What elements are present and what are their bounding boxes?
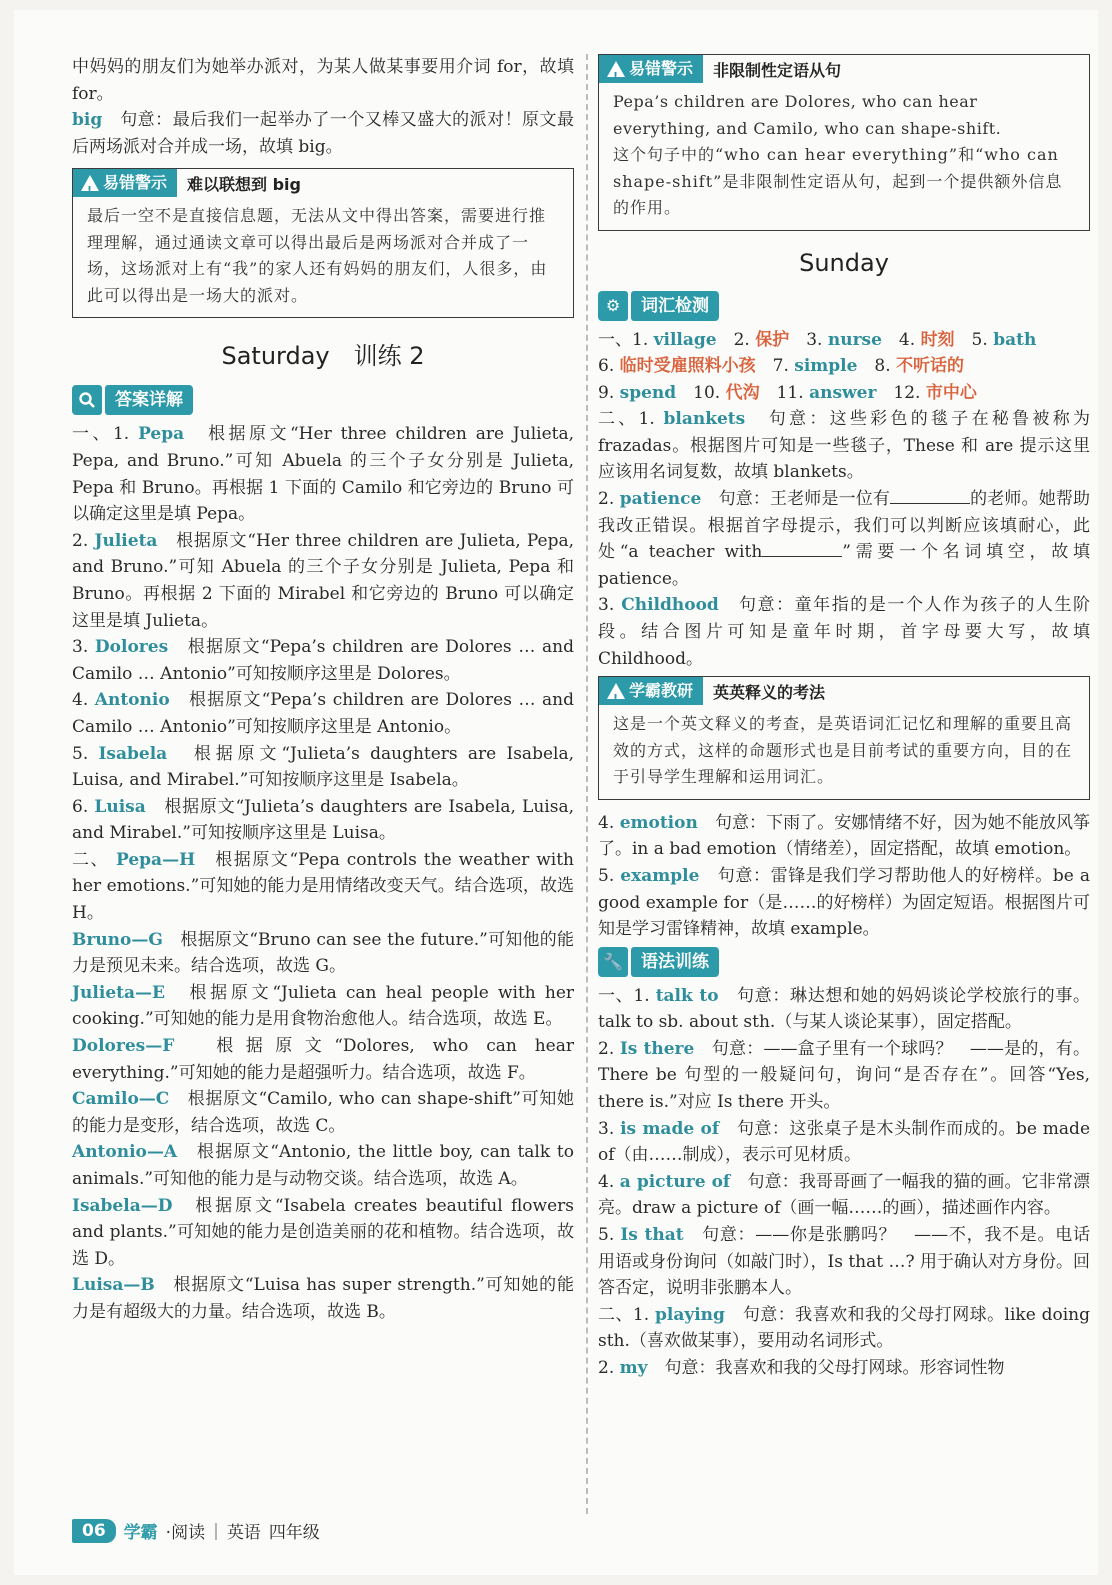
answer: 时刻 (920, 329, 955, 350)
explanation: 句意：我喜欢和我的父母打网球。形容词性物 (664, 1358, 1005, 1378)
right-column (598, 54, 1090, 1382)
answer-item (598, 810, 1090, 863)
item-number: 6. (72, 796, 95, 817)
answer-item (72, 794, 574, 847)
explanation: 句意：这张桌子是木头制作而成的。be made of（由……制成），表示可见材质。 (598, 1118, 1091, 1166)
answer: my (619, 1358, 648, 1378)
answer: Is that (620, 1225, 684, 1246)
explanation: 根据原文“Isabela creates beautiful flowers and plants.”可知她的能力是创造美丽的花和植物。结合选项，故选 D。 (72, 1195, 574, 1269)
item-number: 2. (716, 329, 756, 350)
vocab-pill (598, 291, 719, 321)
item-number: 二、 (72, 849, 117, 870)
brand: 学霸 (123, 1523, 158, 1543)
blank-line (762, 542, 842, 557)
blank-line (890, 489, 970, 504)
item-number: 4. (881, 329, 921, 350)
explanation: 句意：下雨了。安娜情绪不好，因为她不能放风筝了。in a bad emotion（情绪差），固定搭配，故填 emotion。 (598, 812, 1091, 860)
grammar-list (598, 983, 1090, 1382)
answer-item (72, 1033, 574, 1086)
answer-item (72, 1193, 574, 1273)
explanation: 句意：雷锋是我们学习帮助他人的好榜样。be a good example for（是……的好榜样）为固定短语。根据图片可知是学习雷锋精神，故填 example。 (598, 865, 1091, 940)
warning-box-big (72, 168, 574, 318)
gear-icon: ⚙ (598, 291, 628, 321)
item-number: 7. (755, 356, 795, 377)
answer: spend (619, 382, 677, 403)
answer: Antonio—A (72, 1142, 178, 1163)
warning-tag (599, 677, 703, 705)
warning-triangle-icon (81, 175, 99, 191)
vocab-list-2 (598, 406, 1090, 672)
answer-item (598, 863, 1090, 943)
explanation: 根据原文“Julieta can heal people with her cooking.”可知她的能力是用食物治愈他人。结合选项，故选 E。 (72, 982, 575, 1030)
answer: Bruno—G (72, 929, 163, 950)
subject: 英语 (226, 1523, 261, 1543)
answer-item (598, 1169, 1090, 1222)
section-title-saturday: Saturday 训练 2 (221, 342, 425, 371)
series: ·阅读 (165, 1523, 206, 1543)
teaching-box (598, 676, 1090, 800)
answer-item (72, 741, 574, 794)
item-number: 2. (598, 1358, 620, 1378)
answer: Dolores (94, 637, 169, 658)
vocab-line (598, 353, 1090, 380)
warning-title: 难以联想到 big (187, 174, 301, 194)
warning-tag (73, 169, 177, 197)
explanation: 句意：我喜欢和我的父母打网球。like doing sth.（喜欢做某事），要用动名词形式。 (598, 1304, 1091, 1352)
answer-item (72, 687, 574, 740)
answer: blankets (663, 409, 746, 430)
explanation: 根据原文“Pepa’s children are Dolores … and Camilo … Antonio”可知按顺序这里是 Antonio。 (72, 690, 574, 737)
answer: big (72, 110, 103, 131)
explanation: ”需要一个名词填空，故填 patience。 (598, 542, 1090, 589)
vocab-list-3 (598, 810, 1090, 943)
pill-label: 答案详解 (105, 385, 193, 415)
answer-item (72, 980, 574, 1033)
item-number: 8. (857, 356, 897, 377)
warning-header (73, 169, 301, 197)
answer: patience (619, 489, 702, 510)
warning-triangle-icon (607, 61, 625, 77)
warning-tag-label: 易错警示 (103, 173, 168, 193)
footer: 06 学霸 ·阅读 | 英语 四年级 (72, 1518, 320, 1543)
warning-body: 这是一个英文释义的考查，是英语词汇记忆和理解的重要且高效的方式，这样的命题形式也是目前考试的重要方向，目的在于引导学生理解和运用词汇。 (613, 714, 1073, 787)
grade: 四年级 (268, 1523, 320, 1543)
item-number: 3. (72, 637, 95, 658)
warning-triangle-icon (607, 683, 625, 699)
answer: 市中心 (925, 382, 977, 403)
item-number: 6. (598, 356, 620, 377)
explanation: 的老师。她帮助我改正错误。根据首字母提示，我们可以判断应该填耐心，此处“a teacher with (598, 489, 1090, 563)
answer: 保护 (755, 329, 790, 350)
explanation: 句意：琳达想和她的妈妈谈论学校旅行的事。talk to sb. about sth.（与某人谈论某事），固定搭配。 (598, 985, 1091, 1033)
big-answer-line (72, 107, 574, 160)
warning-header (599, 677, 825, 705)
section-title-sunday: Sunday (799, 248, 889, 277)
warning-tag-label: 学霸教研 (629, 681, 694, 701)
answer: Julieta—E (72, 982, 165, 1003)
answer-item (72, 421, 574, 527)
magnifier-icon (72, 385, 102, 415)
vocab-line (598, 380, 1090, 407)
answer: bath (993, 329, 1037, 350)
answer-item (598, 1222, 1090, 1302)
left-column (72, 54, 574, 1326)
answer: Isabela (98, 743, 168, 764)
explanation: 根据原文“Pepa’s children are Dolores … and Camilo … Antonio”可知按顺序这里是 Dolores。 (72, 637, 575, 684)
explanation: 句意：童年指的是一个人作为孩子的人生阶段。结合图片可知是童年时期，首字母要大写，故填 Childhood。 (598, 595, 1091, 669)
warning-body: 最后一空不是直接信息题，无法从文中得出答案，需要进行推理理解，通过通读文章可以得出最后是两场派对合并成了一场，这场派对上有“我”的家人还有妈妈的朋友们，人很多，由此可以得出是一场大的派对。 (87, 206, 548, 305)
intro-text: 中妈妈的朋友们为她举办派对，为某人做某事要用介词 for，故填 for。 (72, 57, 574, 104)
item-number: 2. (598, 1038, 620, 1059)
item-number: 二、1. (598, 409, 664, 430)
explanation: 句意：我哥哥画了一幅我的猫的画。它非常漂亮。draw a picture of（画一幅……的画），描述画作内容。 (598, 1171, 1091, 1219)
answer-item (72, 634, 574, 687)
warning-header (599, 55, 841, 83)
answer: is made of (620, 1118, 720, 1139)
answer-item (72, 927, 574, 980)
warning-title: 英英释义的考法 (713, 682, 826, 702)
answer-item (598, 1036, 1090, 1116)
explanation: 句意：——你是张鹏吗？ ——不，我不是。电话用语或身份询问（如敲门时），Is that …? 用于确认对方身份。回答否定，说明非张鹏本人。 (598, 1225, 1091, 1299)
wrench-icon: 🔧 (598, 947, 628, 977)
item-number: 5. (598, 865, 621, 886)
page-number: 06 (72, 1519, 116, 1543)
answer-item (598, 592, 1090, 672)
warning-body-en: Pepa’s children are Dolores, who can hear everything, and Camilo, who can shape-shift. (613, 92, 1002, 138)
item-number: 4. (72, 690, 95, 711)
item-number: 12. (876, 382, 926, 403)
pill-label: 语法训练 (631, 947, 719, 977)
answer: simple (794, 356, 858, 377)
answer-item (598, 406, 1090, 486)
answer: Antonio (94, 690, 170, 711)
item-number: 一、1. (598, 329, 654, 350)
answer-item (72, 528, 574, 634)
answer: emotion (619, 812, 698, 833)
explanation: 句意：这些彩色的毯子在秘鲁被称为 frazadas。根据图片可知是一些毯子，These 和 are 提示这里应该用名词复数，故填 blankets。 (598, 409, 1090, 483)
answer: a picture of (619, 1171, 731, 1192)
item-number: 3. (598, 1118, 621, 1139)
item-number: 4. (598, 812, 620, 833)
explanation: 根据原文“Julieta’s daughters are Isabela, Luisa, and Mirabel.”可知按顺序这里是 Isabela。 (72, 743, 574, 791)
explanation: 根据原文“Her three children are Julieta, Pepa, and Bruno.”可知 Abuela 的三个子女分别是 Julieta, Pepa 和 Bruno。再根据 2 下面的 Mirabel 和它旁边的 Bruno 可以确定这里是填 Julieta。 (72, 530, 575, 631)
answer: example (620, 865, 700, 886)
item-number: 二、1. (598, 1304, 655, 1325)
vocab-line (598, 327, 1090, 354)
answer-item (72, 1272, 574, 1325)
answer-detail-pill (72, 385, 193, 415)
grammar-pill (598, 947, 719, 977)
warning-box-clause (598, 54, 1090, 231)
pill-label: 词汇检测 (631, 291, 719, 321)
answer-item (598, 983, 1090, 1036)
answer-item (598, 1302, 1090, 1355)
answer-list (72, 421, 574, 1325)
answer-item (598, 1116, 1090, 1169)
explanation: 根据原文“Bruno can see the future.”可知他的能力是预见未来。结合选项，故选 G。 (72, 929, 575, 977)
item-number: 4. (598, 1171, 620, 1192)
item-number: 一、1. (598, 985, 656, 1006)
item-number: 2. (598, 489, 620, 510)
explanation: 根据原文“Dolores, who can hear everything.”可知她的能力是超强听力。结合选项，故选 F。 (72, 1036, 574, 1083)
answer: village (653, 329, 717, 350)
item-number: 11. (759, 382, 810, 403)
answer: Pepa—H (116, 849, 196, 870)
explanation: 根据原文“Camilo, who can shape-shift”可知她的能力是变形，结合选项，故选 C。 (72, 1089, 575, 1136)
answer: playing (654, 1304, 725, 1325)
explanation: 根据原文“Pepa controls the weather with her emotions.”可知她的能力是用情绪改变天气。结合选项，故选 H。 (72, 849, 575, 924)
item-number: 5. (598, 1225, 621, 1246)
answer: Isabela—D (72, 1195, 173, 1216)
vocab-answers (598, 327, 1090, 407)
answer: 不听话的 (896, 356, 965, 377)
answer-item (598, 486, 1090, 592)
item-number: 9. (598, 382, 620, 403)
item-number: 5. (72, 743, 99, 764)
column-divider (586, 54, 588, 1514)
answer: 临时受雇照料小孩 (619, 356, 756, 377)
answer-item (598, 1355, 1090, 1382)
answer: Luisa—B (72, 1275, 155, 1296)
item-number: 2. (72, 530, 95, 551)
answer: Luisa (94, 796, 146, 817)
warning-tag-label: 易错警示 (629, 59, 694, 78)
item-number: 10. (676, 382, 726, 403)
answer: Pepa (138, 424, 185, 445)
item-number: 3. (789, 329, 828, 350)
answer: nurse (827, 329, 882, 350)
explanation: 句意：王老师是一位有 (718, 489, 891, 510)
warning-title: 非限制性定语从句 (713, 60, 842, 80)
warning-tag (599, 55, 703, 83)
answer: Is there (619, 1038, 695, 1059)
answer: talk to (655, 985, 719, 1006)
item-number: 一、1. (72, 424, 139, 445)
answer: 代沟 (725, 382, 760, 403)
answer-item (72, 1139, 574, 1192)
explanation: 根据原文“Luisa has super strength.”可知她的能力是有超级大的力量。结合选项，故选 B。 (72, 1275, 575, 1322)
item-number: 5. (954, 329, 994, 350)
warning-body-cn: 这个句子中的“who can hear everything”和“who can shape-shift”是非限制性定语从句，起到一个提供额外信息的作用。 (613, 145, 1063, 217)
explanation: 句意：最后我们一起举办了一个又棒又盛大的派对！原文最后两场派对合并成一场，故填 big。 (72, 110, 575, 157)
answer: Childhood (621, 595, 719, 616)
explanation: 根据原文“Julieta’s daughters are Isabela, Luisa, and Mirabel.”可知按顺序这里是 Luisa。 (72, 796, 574, 844)
answer: Camilo—C (72, 1089, 170, 1110)
item-number: 3. (598, 595, 622, 616)
page (14, 10, 1098, 1575)
answer-item (72, 1086, 574, 1139)
explanation: 句意：——盒子里有一个球吗？ ——是的，有。There be 句型的一般疑问句，询问“是否存在”。回答“Yes, there is.”对应 Is there 开头。 (598, 1038, 1091, 1113)
explanation: 根据原文“Her three children are Julieta, Pepa, and Bruno.”可知 Abuela 的三个子女分别是 Julieta, Pepa 和 Bruno。再根据 1 下面的 Camilo 和它旁边的 Bruno 可以确定这里是填 Pepa。 (72, 424, 575, 525)
explanation: 根据原文“Antonio, the little boy, can talk to animals.”可知他的能力是与动物交谈。结合选项，故选 A。 (72, 1142, 574, 1189)
answer: Julieta (94, 530, 158, 551)
answer: answer (809, 382, 877, 403)
answer-item (72, 847, 574, 927)
answer: Dolores—F (72, 1036, 175, 1057)
